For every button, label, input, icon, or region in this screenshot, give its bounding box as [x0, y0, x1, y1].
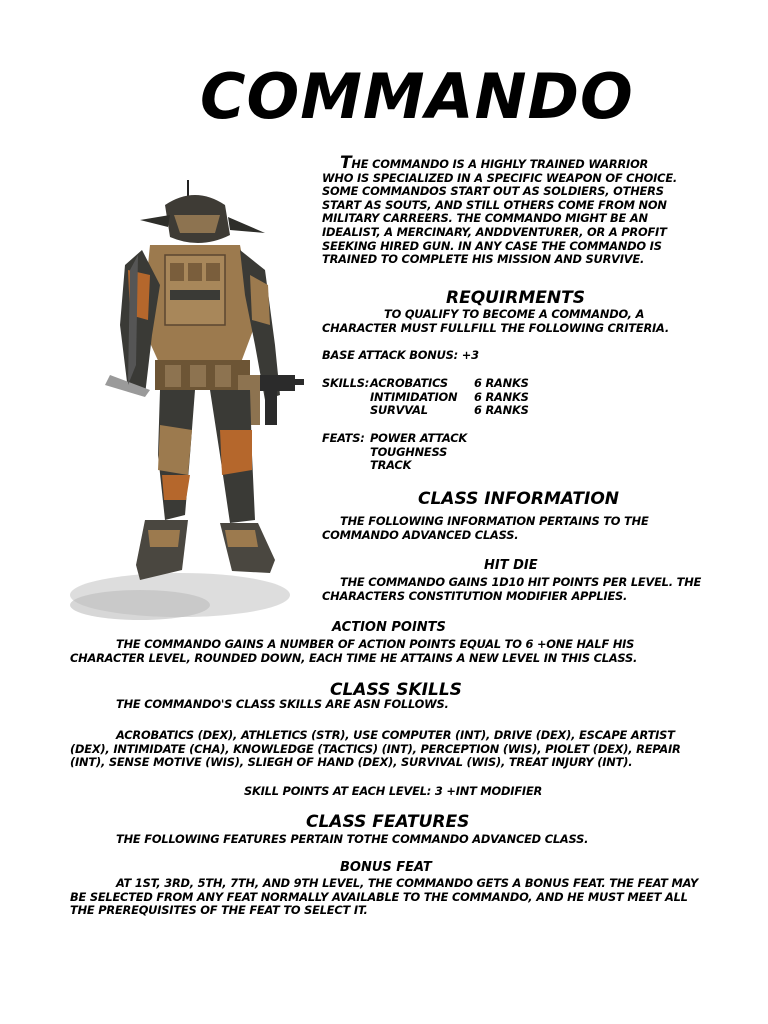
- hit-die-text: THE COMMANDO GAINS 1D10 HIT POINTS PER LEVEL. THE CHARACTERS CONSTITUTION MODIFIER APPLIES.: [322, 575, 702, 603]
- feat-row: FEATS: POWER ATTACK: [322, 431, 468, 445]
- class-skills-intro: THE COMMANDO'S CLASS SKILLS ARE ASN FOLLOWS.: [116, 697, 449, 711]
- action-points-text: THE COMMANDO GAINS A NUMBER OF ACTION POINTS EQUAL TO 6 +ONE HALF HIS CHARACTER LEVEL, ROUNDED DOWN, EACH TIME HE ATTAINS A NEW LEVEL IN THIS CLASS.: [70, 637, 638, 665]
- skill-ranks: 6 RANKS: [474, 389, 529, 404]
- skill-points: [244, 785, 542, 799]
- page-title: COMMANDO: [200, 60, 634, 133]
- intro-paragraph: [322, 153, 682, 267]
- skill-name: INTIMIDATION: [370, 389, 458, 404]
- feats-label: FEATS: [322, 431, 361, 445]
- requirements-heading: REQUIRMENTS: [446, 288, 585, 308]
- skills-label: SKILLS: [322, 376, 365, 390]
- feat-row: [322, 446, 467, 460]
- drop-cap: T: [340, 153, 352, 173]
- intro-text: HE COMMANDO IS A HIGHLY TRAINED WARRIOR WHO IS SPECIALIZED IN A SPECIFIC WEAPON OF CHOICE. SOME COMMANDOS START OUT AS SOLDIERS, OTHERS START AS SOUTS, AND STILL OTHERS COME FROM NON MILITARY CARREERS. THE COMMANDO MIGHT BE AN IDEALIST, A MERCINARY, ANDDVENTURER, OR A PROFIT SEEKING HIRED GUN. IN ANY CASE THE COMMANDO IS TRAINED TO COMPLETE HIS MISSION AND SURVIVE.: [322, 157, 678, 267]
- class-information-text: THE FOLLOWING INFORMATION PERTAINS TO THE COMMANDO ADVANCED CLASS.: [322, 514, 649, 542]
- class-features-text: THE FOLLOWING FEATURES PERTAIN TOTHE COMMANDO ADVANCED CLASS.: [116, 832, 589, 846]
- class-skills-heading: CLASS SKILLS: [330, 680, 462, 700]
- class-features-heading: CLASS FEATURES: [306, 812, 470, 832]
- skill-ranks: 6 RANKS: [474, 403, 529, 418]
- class-skills-list: ACROBATICS (DEX), ATHLETICS (STR), USE COMPUTER (INT), DRIVE (DEX), ESCAPE ARTIST (DEX), INTIMIDATE (CHA), KNOWLEDGE (TACTICS) (INT), PERCEPTION (WIS), PIOLET (DEX), REPAIR (INT), SENSE MOTIVE (WIS), SLIEGH OF HAND (DEX), SURVIVAL (WIS), TREAT INJURY (INT).: [70, 728, 681, 770]
- skill-name: SURVVAL: [370, 403, 428, 418]
- feat-name: TOUGHNESS: [370, 444, 448, 459]
- bab-label: BASE ATTACK BONUS: [322, 348, 454, 362]
- skill-row: [322, 404, 529, 418]
- feats-requirement: [322, 432, 467, 473]
- base-attack-bonus: [322, 349, 479, 363]
- hit-die-heading: HIT DIE: [484, 558, 538, 573]
- skill-ranks: 6 RANKS: [474, 376, 529, 390]
- feat-name: TRACK: [370, 458, 412, 473]
- bonus-feat-heading: BONUS FEAT: [340, 860, 432, 875]
- skill-points-label: SKILL POINTS AT EACH LEVEL: [244, 784, 427, 798]
- feat-row: [322, 459, 467, 473]
- feat-name: POWER ATTACK: [370, 431, 468, 445]
- skill-row: [322, 391, 529, 405]
- commando-illustration: [70, 175, 310, 620]
- skill-row: SKILLS: ACROBATICS 6 RANKS: [322, 376, 529, 390]
- skill-points-value: : 3 +INT MODIFIER: [426, 784, 543, 798]
- skill-name: ACROBATICS: [370, 376, 448, 390]
- class-information-heading: CLASS INFORMATION: [418, 489, 620, 509]
- skills-table: [322, 377, 529, 418]
- bab-value: : +3: [453, 348, 479, 362]
- feats-table: [322, 432, 467, 473]
- skills-requirement: [322, 377, 529, 418]
- bonus-feat-text: AT 1ST, 3RD, 5TH, 7TH, AND 9TH LEVEL, THE COMMANDO GETS A BONUS FEAT. THE FEAT MAY BE SELECTED FROM ANY FEAT NORMALLY AVAILABLE TO THE COMMANDO, AND HE MUST MEET ALL THE PREREQUISITES OF THE FEAT TO SELECT IT.: [70, 876, 699, 918]
- action-points-heading: ACTION POINTS: [332, 620, 446, 635]
- requirements-text: TO QUALIFY TO BECOME A COMMANDO, A CHARACTER MUST FULLFILL THE FOLLOWING CRITERIA.: [322, 307, 670, 335]
